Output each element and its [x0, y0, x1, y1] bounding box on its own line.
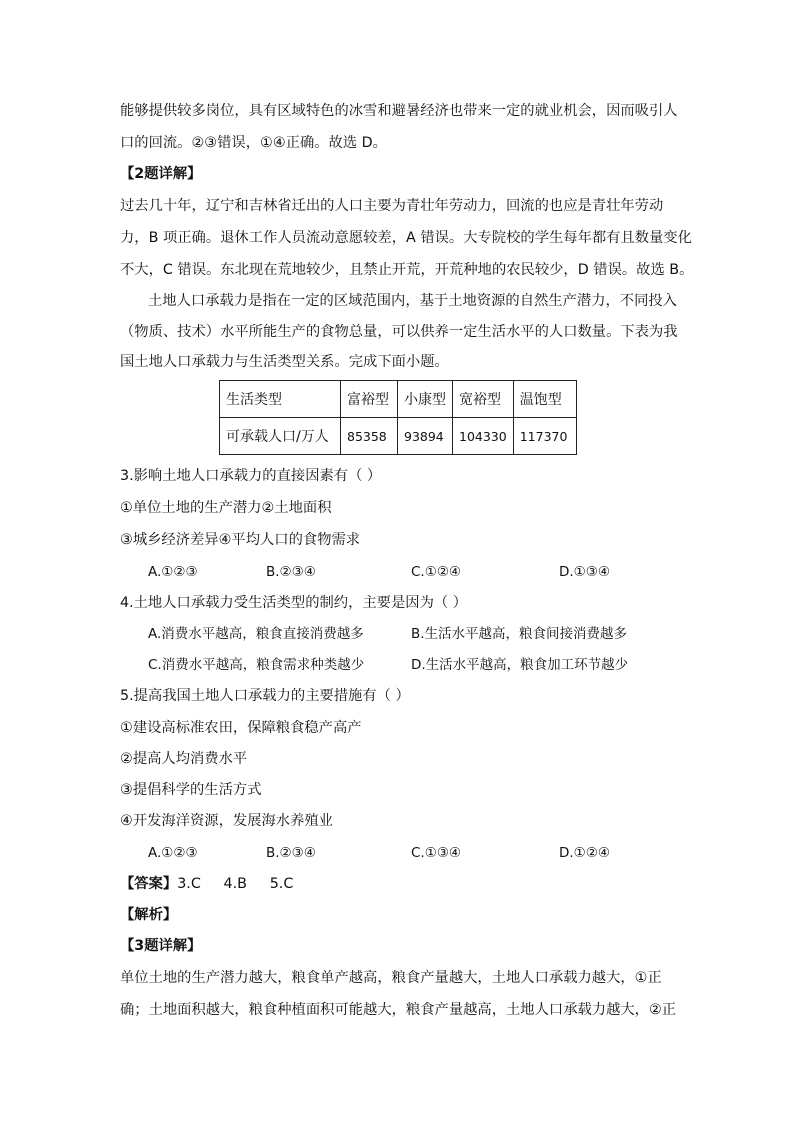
passage-line-1: 土地人口承载力是指在一定的区域范围内，基于土地资源的自然生产潜力，不同投入 — [148, 293, 677, 309]
q3-detail-heading: 【3题详解】 — [120, 938, 202, 954]
q5-option-d: D.①②④ — [559, 845, 610, 861]
q5-item: ④开发海洋资源，发展海水养殖业 — [120, 813, 333, 829]
q3-option-b: B.②③④ — [266, 564, 316, 580]
table-header-row — [220, 381, 577, 418]
table-header-cell: 富裕型 — [341, 381, 398, 418]
q3-detail-line-2: 确；土地面积越大，粮食种植面积可能越大，粮食产量越高，土地人口承载力越大，②正 — [120, 1002, 677, 1018]
q5-item: ②提高人均消费水平 — [120, 751, 248, 767]
answer-text: 3.C 4.B 5.C — [177, 876, 294, 892]
q3-item: ①单位土地的生产潜力②土地面积 — [120, 500, 332, 516]
table-header-cell: 生活类型 — [220, 381, 341, 418]
q4-option-d: D.生活水平越高，粮食加工环节越少 — [411, 657, 629, 673]
q3-detail-line-1: 单位土地的生产潜力越大，粮食单产越高，粮食产量越大，土地人口承载力越大，①正 — [120, 970, 662, 986]
table-row — [220, 418, 577, 455]
table-header-cell: 小康型 — [398, 381, 453, 418]
intro-line-1: 能够提供较多岗位，具有区域特色的冰雪和避暑经济也带来一定的就业机会，因而吸引人 — [120, 103, 678, 119]
table-header-cell: 温饱型 — [513, 381, 576, 418]
q3-option-c: C.①②④ — [411, 564, 462, 580]
table-cell: 85358 — [341, 418, 398, 455]
q2-detail-heading: 【2题详解】 — [120, 166, 202, 182]
q4-stem: 4.土地人口承载力受生活类型的制约，主要是因为（ ） — [120, 595, 468, 611]
q3-stem: 3.影响土地人口承载力的直接因素有（ ） — [120, 468, 382, 484]
answer-label: 【答案】 — [120, 876, 178, 892]
q3-option-d: D.①③④ — [559, 564, 610, 580]
carrying-capacity-table — [219, 380, 577, 455]
q5-option-c: C.①③④ — [411, 845, 462, 861]
analysis-heading: 【解析】 — [120, 907, 178, 923]
q2-line-2: 力，B 项正确。退休工作人员流动意愿较差，A 错误。大专院校的学生每年都有且数量变化 — [120, 230, 692, 246]
q5-stem: 5.提高我国土地人口承载力的主要措施有（ ） — [120, 688, 410, 704]
q5-item: ③提倡科学的生活方式 — [120, 782, 262, 798]
q5-item: ①建设高标准农田，保障粮食稳产高产 — [120, 720, 362, 736]
q3-option-a: A.①②③ — [148, 564, 198, 580]
q4-option-c: C.消费水平越高，粮食需求种类越少 — [148, 657, 365, 673]
table-cell: 117370 — [513, 418, 576, 455]
passage-line-3: 国土地人口承载力与生活类型关系。完成下面小题。 — [120, 354, 449, 370]
table-header-cell: 宽裕型 — [453, 381, 514, 418]
answer-line — [120, 874, 293, 894]
q5-option-a: A.①②③ — [148, 845, 198, 861]
q2-line-1: 过去几十年，辽宁和吉林省迁出的人口主要为青壮年劳动力，回流的也应是青壮年劳动 — [120, 198, 664, 214]
q5-option-b: B.②③④ — [266, 845, 316, 861]
table-row-label: 可承载人口/万人 — [220, 418, 341, 455]
q4-option-a: A.消费水平越高，粮食直接消费越多 — [148, 626, 364, 642]
q4-option-b: B.生活水平越高，粮食间接消费越多 — [411, 626, 628, 642]
intro-line-2: 口的回流。②③错误，①④正确。故选 D。 — [120, 135, 387, 151]
passage-line-2: （物质、技术）水平所能生产的食物总量，可以供养一定生活水平的人口数量。下表为我 — [120, 324, 678, 340]
table-cell: 93894 — [398, 418, 453, 455]
q2-line-3: 不大，C 错误。东北现在荒地较少，且禁止开荒，开荒种地的农民较少，D 错误。故选 B。 — [120, 262, 694, 278]
table-cell: 104330 — [453, 418, 514, 455]
q3-item: ③城乡经济差异④平均人口的食物需求 — [120, 532, 361, 548]
